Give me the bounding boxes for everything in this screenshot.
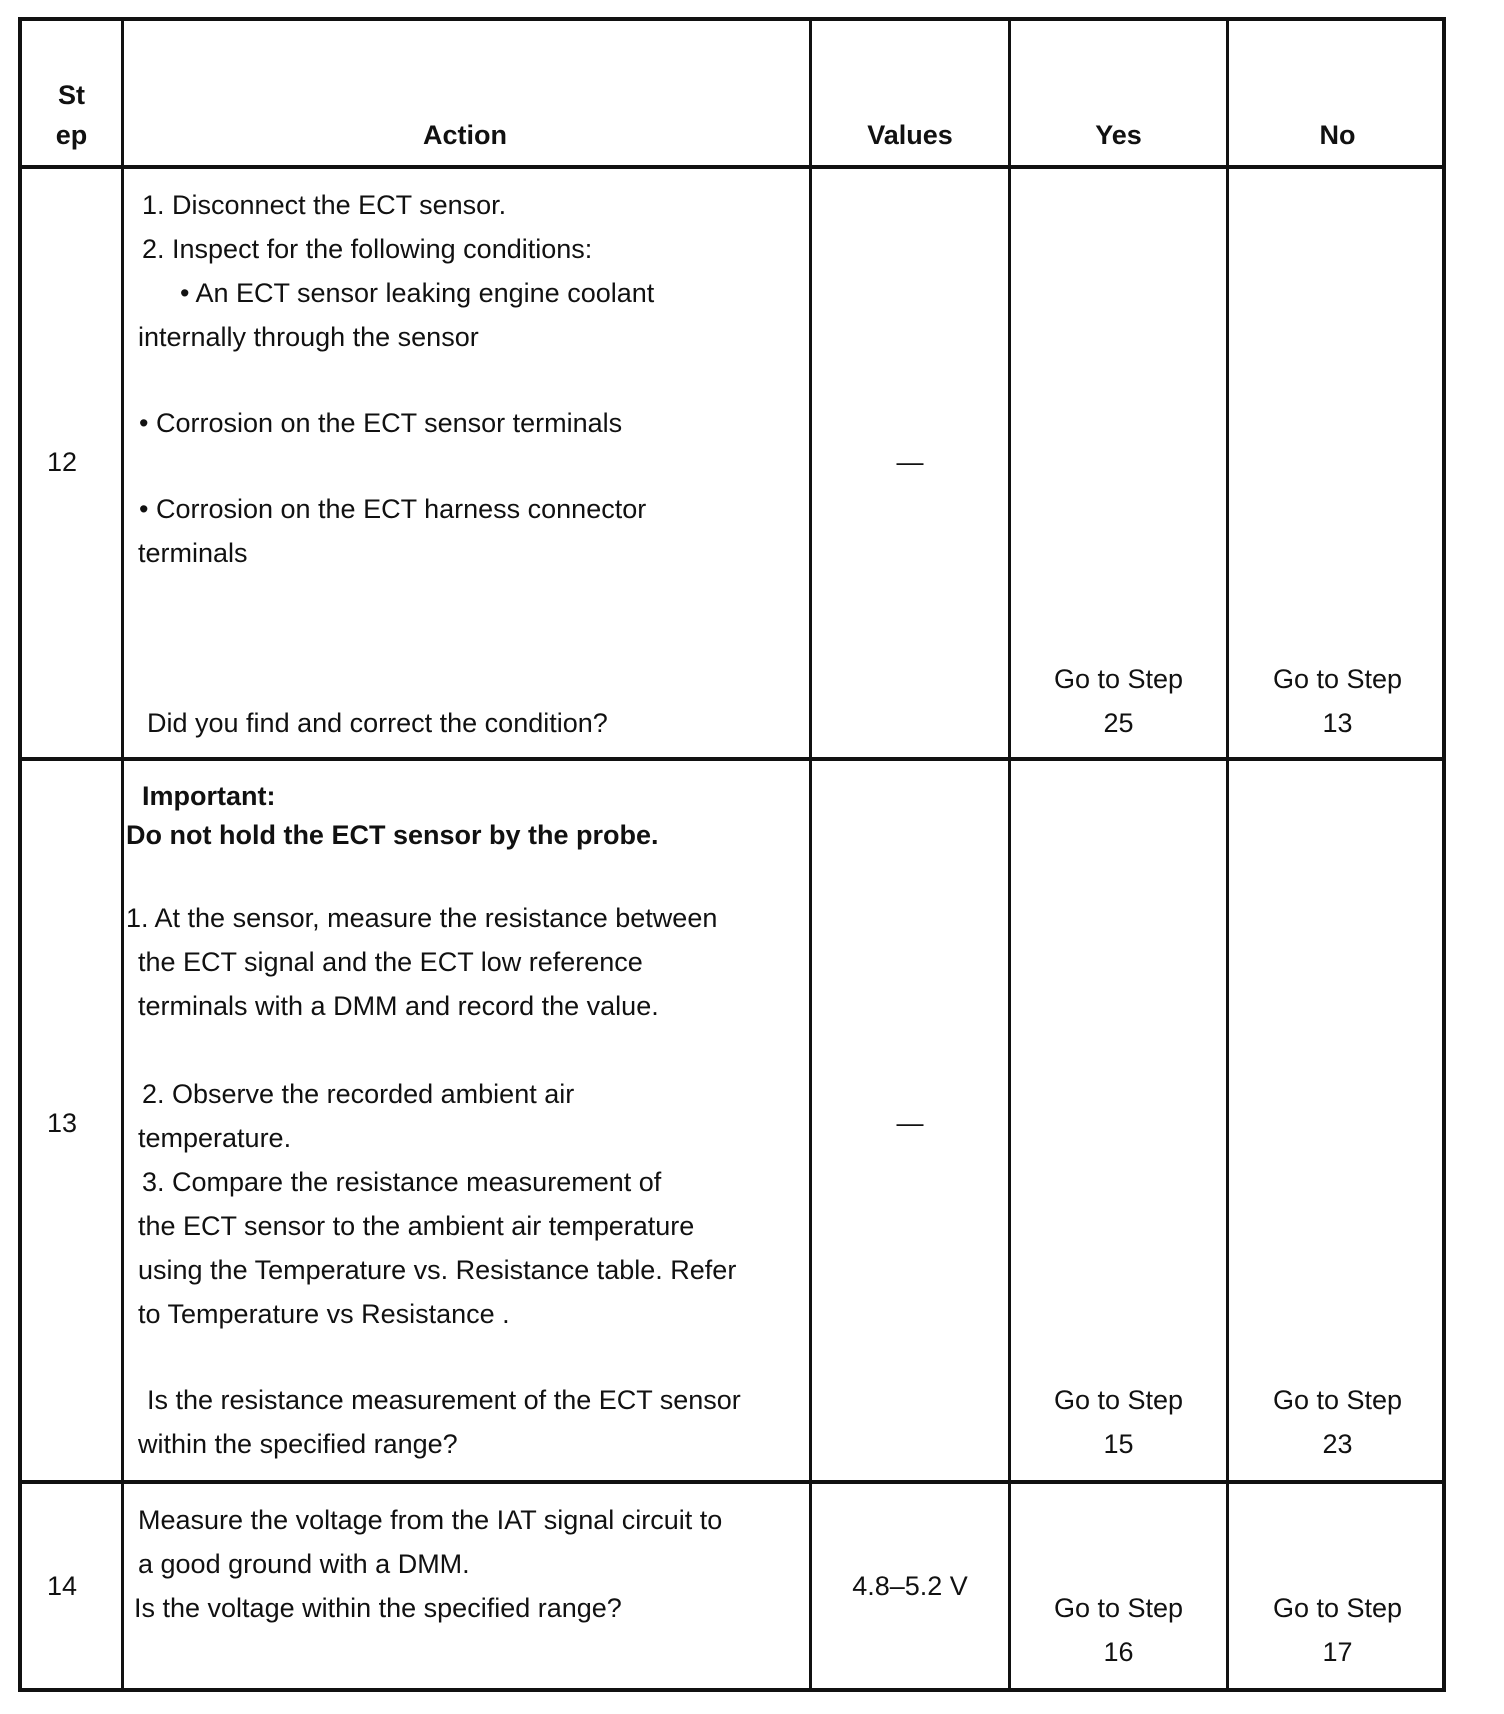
- header-step-line2: ep: [55, 120, 88, 150]
- row-divider: [22, 1480, 1442, 1484]
- no-goto-line1: Go to Step: [1272, 1593, 1403, 1623]
- header-action: Action: [423, 120, 507, 150]
- no-goto-line1: Go to Step: [1272, 664, 1403, 694]
- action-line: • An ECT sensor leaking engine coolant: [180, 278, 655, 308]
- action-line: 3. Compare the resistance measurement of: [142, 1167, 662, 1197]
- yes-goto-step: 15: [1103, 1429, 1134, 1459]
- step-number: 14: [46, 1571, 78, 1601]
- action-question: Is the resistance measurement of the ECT sensor: [147, 1385, 741, 1415]
- action-line: a good ground with a DMM.: [138, 1549, 470, 1579]
- row-divider: [22, 757, 1442, 761]
- yes-goto-line1: Go to Step: [1053, 1593, 1184, 1623]
- action-line: 1. Disconnect the ECT sensor.: [142, 190, 507, 220]
- action-line: the ECT sensor to the ambient air temperature: [138, 1211, 695, 1241]
- header-no: No: [1319, 120, 1356, 150]
- yes-goto-line1: Go to Step: [1053, 664, 1184, 694]
- value-cell: —: [896, 447, 924, 477]
- yes-goto-line1: Go to Step: [1053, 1385, 1184, 1415]
- action-question: Is the voltage within the specified range?: [134, 1593, 622, 1623]
- no-goto-line1: Go to Step: [1272, 1385, 1403, 1415]
- action-line: • Corrosion on the ECT harness connector: [139, 494, 647, 524]
- no-goto-step: 23: [1322, 1429, 1353, 1459]
- column-divider: [121, 21, 124, 1688]
- action-question: within the specified range?: [138, 1429, 458, 1459]
- action-line: 1. At the sensor, measure the resistance between: [126, 903, 718, 933]
- yes-goto-step: 16: [1103, 1637, 1134, 1667]
- diagnostic-table: [18, 17, 1446, 1692]
- no-goto-step: 17: [1322, 1637, 1353, 1667]
- header-yes: Yes: [1095, 120, 1142, 150]
- action-line: the ECT signal and the ECT low reference: [138, 947, 643, 977]
- row-divider: [22, 165, 1442, 169]
- action-line: 2. Observe the recorded ambient air: [142, 1079, 575, 1109]
- step-number: 13: [46, 1108, 78, 1138]
- action-line: terminals: [138, 538, 248, 568]
- action-line: to Temperature vs Resistance .: [138, 1299, 510, 1329]
- action-line: using the Temperature vs. Resistance table. Refer: [138, 1255, 737, 1285]
- action-line: internally through the sensor: [138, 322, 479, 352]
- action-line: terminals with a DMM and record the value.: [138, 991, 659, 1021]
- value-cell: —: [896, 1108, 924, 1138]
- action-line: Measure the voltage from the IAT signal circuit to: [138, 1505, 723, 1535]
- no-goto-step: 13: [1322, 708, 1353, 738]
- header-step-line1: St: [58, 80, 85, 110]
- important-warning: Do not hold the ECT sensor by the probe.: [126, 820, 659, 850]
- action-line: • Corrosion on the ECT sensor terminals: [139, 408, 623, 438]
- action-line: 2. Inspect for the following conditions:: [142, 234, 593, 264]
- yes-goto-step: 25: [1103, 708, 1134, 738]
- column-divider: [809, 21, 812, 1688]
- header-values: Values: [867, 120, 953, 150]
- step-number: 12: [46, 447, 78, 477]
- value-cell: 4.8–5.2 V: [852, 1571, 968, 1601]
- important-label: Important:: [142, 781, 276, 811]
- action-line: temperature.: [138, 1123, 292, 1153]
- action-question: Did you find and correct the condition?: [147, 708, 608, 738]
